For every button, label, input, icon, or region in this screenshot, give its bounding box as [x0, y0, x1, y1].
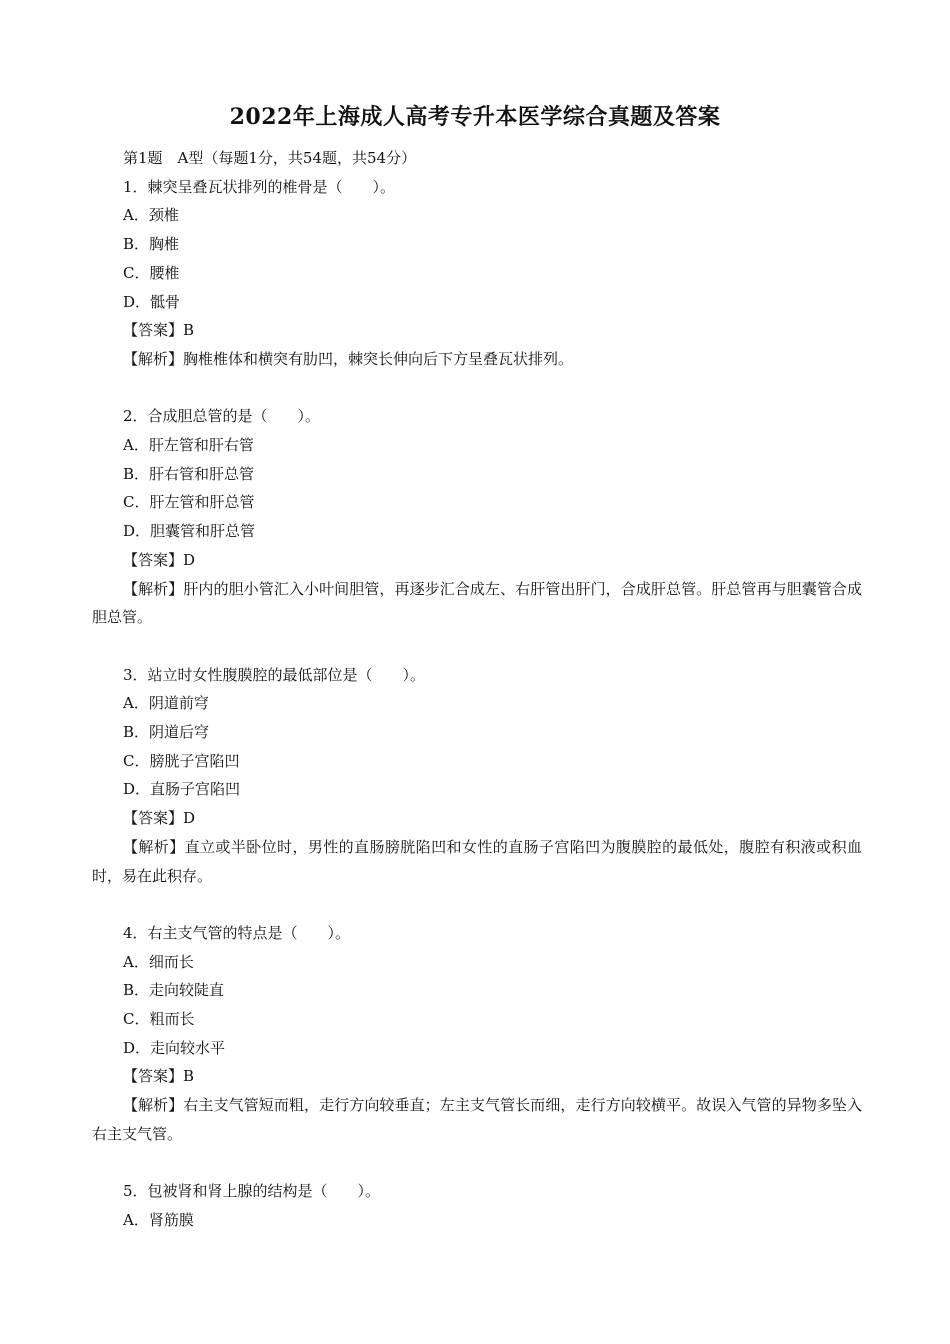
- question-stem: 3．站立时女性腹膜腔的最低部位是（ ）。: [123, 665, 426, 684]
- option-c: C．膀胱子宫陷凹: [123, 751, 240, 770]
- option-c: C．粗而长: [123, 1010, 195, 1029]
- option-a: A．肾筋膜: [123, 1210, 194, 1229]
- question-3: [92, 661, 862, 891]
- option-d: D．骶骨: [123, 292, 181, 311]
- document-title: 2022年上海成人高考专升本医学综合真题及答案: [229, 104, 721, 130]
- section-header: 第1题 A型（每题1分，共54题，共54分）: [123, 149, 417, 167]
- option-d: D．走向较水平: [123, 1038, 226, 1057]
- option-c: C．肝左管和肝总管: [123, 493, 255, 512]
- question-stem: 5．包被肾和肾上腺的结构是（ ）。: [123, 1182, 381, 1201]
- answer: 【答案】B: [123, 1067, 195, 1086]
- option-a: A．阴道前穹: [123, 694, 209, 713]
- document-body: [92, 144, 862, 1235]
- answer: 【答案】D: [123, 809, 196, 828]
- question-5: [92, 1177, 862, 1234]
- question-2: [92, 402, 862, 632]
- spacer: [92, 1149, 862, 1178]
- option-a: A．细而长: [123, 952, 194, 971]
- question-stem: 1．棘突呈叠瓦状排列的椎骨是（ ）。: [123, 177, 396, 196]
- option-b: B．阴道后穹: [123, 723, 210, 742]
- analysis: 【解析】直立或半卧位时，男性的直肠膀胱陷凹和女性的直肠子宫陷凹为腹膜腔的最低处，腹腔有积液或积血时，易在此积存。: [92, 837, 862, 885]
- question-stem: 4．右主支气管的特点是（ ）。: [123, 923, 351, 942]
- question-1: [92, 173, 862, 374]
- analysis: 【解析】胸椎椎体和横突有肋凹，棘突长伸向后下方呈叠瓦状排列。: [123, 349, 574, 368]
- answer: 【答案】B: [123, 321, 195, 340]
- option-b: B．胸椎: [123, 235, 180, 254]
- option-c: C．腰椎: [123, 263, 180, 282]
- analysis: 【解析】肝内的胆小管汇入小叶间胆管，再逐步汇合成左、右肝管出肝门，合成肝总管。肝总管再与胆囊管合成胆总管。: [92, 579, 862, 627]
- question-4: [92, 919, 862, 1149]
- option-b: B．肝右管和肝总管: [123, 464, 255, 483]
- analysis: 【解析】右主支气管短而粗，走行方向较垂直；左主支气管长而细，走行方向较横平。故误入气管的异物多坠入右主支气管。: [92, 1096, 862, 1143]
- answer: 【答案】D: [123, 550, 196, 569]
- spacer: [92, 632, 862, 661]
- option-a: A．颈椎: [123, 206, 179, 225]
- option-d: D．直肠子宫陷凹: [123, 780, 241, 799]
- question-stem: 2．合成胆总管的是（ ）。: [123, 407, 321, 426]
- option-a: A．肝左管和肝右管: [123, 436, 254, 455]
- option-d: D．胆囊管和肝总管: [123, 522, 256, 541]
- spacer: [92, 890, 862, 919]
- spacer: [92, 374, 862, 403]
- option-b: B．走向较陡直: [123, 981, 225, 1000]
